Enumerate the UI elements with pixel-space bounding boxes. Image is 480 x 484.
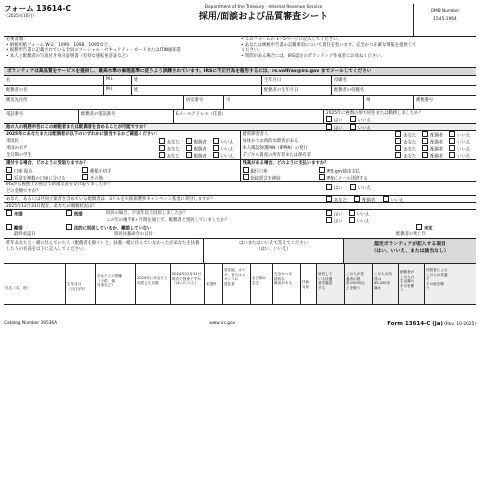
status-row: 米国民 あなた 配偶者 いいえ (6, 139, 234, 145)
status-spouse-checkbox[interactable] (186, 145, 192, 151)
marital-header (4, 203, 476, 210)
col-relationship: あなたとの関係 （子供、孫、 兄弟など） (96, 264, 136, 304)
first-name-field[interactable]: 名 (4, 76, 104, 85)
form-number-block (4, 4, 114, 36)
col-income: この人の所 得は $5,200未 満か (373, 264, 399, 304)
divorced-checkbox[interactable] (6, 224, 12, 230)
spouse-middle-initial-field[interactable]: M.I. (104, 86, 132, 95)
title-block (114, 4, 413, 36)
spouse-death-year-label: 配偶者の死亡年 (396, 232, 427, 237)
no-label: いいえ (357, 118, 371, 123)
status-no-checkbox[interactable] (449, 131, 455, 137)
job-title-field[interactable]: 役職名 (334, 78, 347, 83)
state-field[interactable]: 州 (364, 96, 414, 109)
prior-letter-question: IRSから税務上の照会で新規文書を受け取りましたか？ どの金額ですか？ はい いいえ (4, 182, 476, 196)
single-checkbox[interactable] (6, 210, 12, 216)
balance-irs-gov-checkbox[interactable] (319, 167, 325, 173)
separated-yes-checkbox[interactable] (326, 217, 332, 223)
widowed-checkbox[interactable] (416, 224, 422, 230)
omb-block (413, 4, 476, 36)
birth-date-field[interactable]: 生年月日 (262, 76, 332, 85)
married-checkbox[interactable] (66, 210, 72, 216)
taxpayer-name-row (4, 76, 476, 86)
status-no-checkbox[interactable] (449, 145, 455, 151)
separated-question: この年の後半6ヶ月間を通じて、配偶者と別居していましたか？ (106, 218, 229, 223)
other-filer-question (4, 124, 476, 131)
col-single: 2024年12月31日時点で独身ですか（はい/いいえ） (171, 264, 205, 304)
spouse-phone-field[interactable]: 配偶者の電話番号 (79, 110, 174, 123)
instruction-line: • 税務申告書に記載されている全員のソーシャル・セキュリティ・カードまたはITIN通知書 (6, 48, 181, 54)
email-field[interactable]: Eメールアドレス（任意） (174, 110, 324, 123)
prior-letter-no-checkbox[interactable] (350, 184, 356, 190)
prior-letter-label: IRSから税務上の照会で新規文書を受け取りましたか？ (6, 182, 112, 187)
department-name: Department of the Treasury - Internal Revenue Service (204, 5, 323, 10)
col-name: 氏名（名、姓） (4, 264, 66, 304)
balance-header: 残高がある場合、どのように支払いますか？ (242, 161, 329, 166)
status-label: 米国民 (6, 139, 19, 144)
status-label: デジタル資産の所有者または保有者 (242, 153, 311, 158)
status-label: 米国のビザ (6, 146, 28, 151)
status-spouse-checkbox[interactable] (186, 138, 192, 144)
refund-direct-deposit-checkbox[interactable] (6, 167, 12, 173)
volunteer-notice: ボランティアは高品質をサービスを提供し、最高水準の倫理基準に従うよう訓練されています。IRSに不正行為を報告するには、rs.volfrax@irs.gov までメールしてください (4, 68, 476, 76)
cohabit-yes-checkbox[interactable] (326, 210, 332, 216)
marital-label: 2025年12月31日現在、あなたの婚姻状況は？ (6, 204, 97, 209)
status-you-checkbox[interactable] (159, 152, 165, 158)
status-no-checkbox[interactable] (449, 152, 455, 158)
status-no-checkbox[interactable] (213, 152, 219, 158)
spouse-last-name-field[interactable]: 姓 (132, 86, 262, 95)
status-spouse-checkbox[interactable] (422, 145, 428, 151)
col-half-support: この人が扶 養者の財 産の50%以 上を賄う (345, 264, 373, 304)
status-no-checkbox[interactable] (213, 138, 219, 144)
refund-other-checkbox[interactable] (82, 174, 88, 180)
status-label: 全日制の学生 (6, 153, 32, 158)
address-row (4, 96, 476, 110)
other-filer-no-checkbox[interactable] (350, 124, 356, 130)
multi-state-question (324, 110, 476, 123)
city-field[interactable]: 市 (224, 96, 364, 109)
form-page (4, 4, 476, 476)
balance-bank-checkbox[interactable] (243, 167, 249, 173)
instruction-line: • あなたは納税申告書の記載事項について責任を負います。完全かつ正確な情報を提供して (241, 42, 417, 48)
omb-label: OMB Number (430, 9, 460, 14)
form-header (4, 4, 476, 37)
form-number: フォーム 13614-C (4, 4, 71, 13)
campaign-spouse-checkbox[interactable] (354, 196, 360, 202)
col-other-support: 同居者による この人の扶養 で その他を賄 う (425, 264, 476, 304)
col-verify: 所有して いる扶養 者を確認 する (317, 264, 345, 304)
col-taxpayer-support: 納税者が この人の 生活費の 半分を賄 う (399, 264, 425, 304)
multi-state-no-checkbox[interactable] (350, 116, 356, 122)
instruction-line: • 本人と配偶者の写真付き身分証明書（有効な運転免許証など） (6, 53, 131, 59)
status-section (4, 131, 476, 160)
contact-row (4, 110, 476, 124)
refund-header: 還付する場合、どのように受取りますか？ (6, 161, 88, 166)
phone-field[interactable]: 電話番号 (4, 110, 79, 123)
refund-check-checkbox[interactable] (82, 167, 88, 173)
zip-field[interactable]: 郵便番号 (416, 98, 434, 103)
col-birthdate: 生年月日 （月/日/年） (66, 264, 96, 304)
spouse-name-row (4, 86, 476, 96)
balance-mail-checkbox[interactable] (319, 174, 325, 180)
instruction-line: • 質問がある場合には、IRS認定のボランティア作成者にお尋ねください。 (241, 53, 385, 59)
status-you-checkbox[interactable] (159, 138, 165, 144)
status-you-checkbox[interactable] (159, 145, 165, 151)
other-filer-yes-checkbox[interactable] (326, 124, 332, 130)
col-resident: 居住地、カナ ダ、またはメ キシコの 居住者 (223, 264, 251, 304)
spouse-job-title-field[interactable]: 配偶者の役職名 (334, 88, 365, 93)
status-label: 健常障害者人 (242, 132, 269, 137)
cohabit-question: 同居の場合、宇宙年以上同居しましたか？ (106, 211, 188, 216)
household-instruction: 昨年あなたと一緒に住んでいた人（配偶者を除く）と、扶養一緒に住んでいなかったがあなたを扶養した人の名前を以下に記入してください。 (4, 239, 204, 263)
mailing-address-field[interactable]: 郵送先住所 (4, 96, 184, 109)
instruction-line: 必要書類： (6, 37, 28, 42)
status-you-checkbox[interactable] (395, 152, 401, 158)
campaign-you-checkbox[interactable] (326, 196, 332, 202)
omb-number: 1545-1964 (433, 17, 457, 22)
col-disabled: 完全かつ永 続的な 障害がある (273, 264, 301, 304)
status-row: 健常障害者人 あなた 配偶者 いいえ (242, 132, 470, 138)
yes-label: はい (334, 126, 343, 132)
status-label: 本人確認保護PIN（IPPIN）の発行 (242, 146, 308, 151)
dependents-table (4, 264, 476, 305)
prior-letter-sub-label: どの金額ですか？ (6, 188, 41, 194)
page-footer (4, 321, 476, 327)
campaign-question: あなた、あるいは共同立案者を含めている配偶者は、3ドルを大統領選挙キャンペーン基金に寄付しますか？ あなた 配偶者 いいえ (4, 196, 476, 203)
form-date: （2025年10月） (4, 13, 37, 18)
spouse-first-name-field[interactable]: 配偶者の名 (4, 86, 104, 95)
status-you-checkbox[interactable] (395, 131, 401, 137)
apartment-field[interactable]: 居室番号 (184, 96, 224, 109)
yes-no-header: はいまたはいいえで答えてください （はい、いいえ） (204, 239, 344, 263)
status-row: 身体かつ永続的な障害がある あなた 配偶者 いいえ (242, 139, 470, 145)
col-student: 全日制の 学生 (251, 264, 273, 304)
campaign-no-checkbox[interactable] (383, 196, 389, 202)
instruction-line: ください。 (241, 48, 263, 54)
status-header: 2025年にあなたまたは配偶者が以下のいずれかに該当するかご確認ください： (6, 132, 160, 137)
status-spouse-checkbox[interactable] (422, 131, 428, 137)
irs-website-link[interactable]: www.irs.gov (209, 321, 236, 326)
status-you-checkbox[interactable] (395, 138, 401, 144)
col-support: 扶助 対象 (301, 264, 317, 304)
volunteer-header: 認定ボランティアが記入する項目 （はい、いいえ、または該当なし） (344, 239, 476, 263)
status-no-checkbox[interactable] (449, 138, 455, 144)
separated-no-checkbox[interactable] (349, 217, 355, 223)
instruction-line: • 納税用紙フォーム W-2、1099、1098、1095など。 (6, 42, 113, 48)
marital-section: 未婚 既婚 同居の場合、宇宙年以上同居しましたか？ はい いいえ この年の後半6ヶ月間を通じて、配偶者と別居していましたか？ はい いいえ 離婚 法的に別居しているか、離婚していない 未定 最終承認日 別居扶養命令の日付 配偶者の死亡年 (4, 210, 476, 239)
legally-separated-checkbox[interactable] (66, 224, 72, 230)
no-label: いいえ (357, 126, 371, 132)
spouse-birth-date-field[interactable]: 配偶者の生年月日 (262, 86, 332, 95)
multi-state-yes-checkbox[interactable] (326, 116, 332, 122)
last-name-field[interactable]: 姓 (132, 76, 262, 85)
middle-initial-field[interactable]: M.I. (104, 76, 132, 85)
final-approval-date-label: 最終承認日 (14, 232, 36, 237)
multi-state-label: 2025年に複数の州で居住または勤務しましたか？ (326, 111, 423, 116)
page-title: 採用/面談および品質審査シート (198, 12, 329, 22)
status-row: デジタル資産の所有者または保有者 あなた 配偶者 いいえ (242, 153, 470, 159)
cohabit-no-checkbox[interactable] (349, 210, 355, 216)
other-filer-label: 他の人の税務申告にこの納税者または配偶者を含めることが可能ですか？ (6, 125, 148, 130)
status-label: 身体かつ永続的な障害がある (242, 139, 299, 144)
yes-label: はい (334, 118, 343, 123)
prior-letter-yes-checkbox[interactable] (326, 184, 332, 190)
status-spouse-checkbox[interactable] (422, 138, 428, 144)
status-spouse-checkbox[interactable] (186, 152, 192, 158)
status-row: 米国のビザ あなた 配偶者 いいえ (6, 146, 234, 152)
balance-agreement-checkbox[interactable] (243, 174, 249, 180)
instruction-line: • このフォームの 1～5ページに記入してください。 (241, 37, 342, 42)
payment-section: 還付する場合、どのように受取りますか？ 口座 振込 郵便小切手 返金を複数の口座に分ける その他 残高がある場合、どのように支払いますか？ 銀行口座 IRS.gov経由支払 指紋照会を締結 IRSにメール決済する (4, 160, 476, 182)
status-row: 本人確認保護PIN（IPPIN）の発行 あなた 配偶者 いいえ (242, 146, 470, 152)
col-months: 2025年にあなたと 同居した月数 (136, 264, 171, 304)
status-spouse-checkbox[interactable] (422, 152, 428, 158)
status-you-checkbox[interactable] (395, 145, 401, 151)
refund-split-checkbox[interactable] (6, 174, 12, 180)
decree-date-label: 別居扶養命令の日付 (114, 232, 153, 237)
campaign-label: あなた、あるいは共同立案者を含めている配偶者は、3ドルを大統領選挙キャンペーン基金に寄付しますか？ (6, 197, 215, 202)
household-header (4, 239, 476, 264)
instructions (4, 37, 476, 68)
catalog-number: Catalog Number 39536A (4, 321, 58, 326)
status-no-checkbox[interactable] (213, 145, 219, 151)
col-citizen: 米国民 (205, 264, 223, 304)
status-row: 全日制の学生 あなた 配偶者 いいえ (6, 153, 234, 159)
form-id: Form 13614-C (ja) (Rev. 10-2025) (387, 321, 476, 327)
